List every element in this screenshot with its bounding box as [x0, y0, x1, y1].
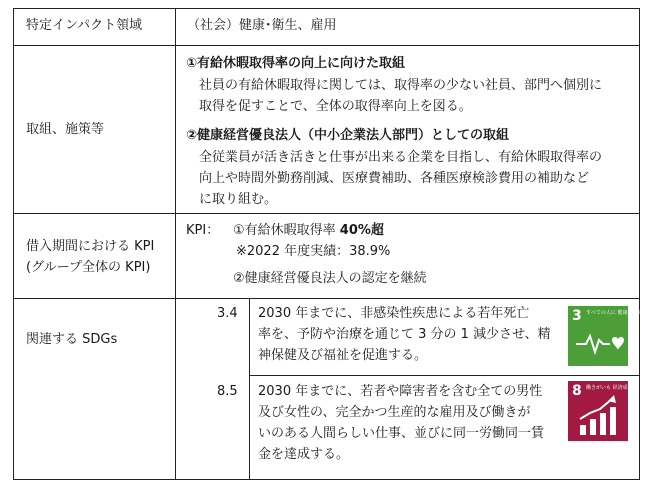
goal-text-line: 2030 年までに、若者や障害者を含む全ての男性	[258, 384, 543, 399]
kpi-item-1-label: ①有給休暇取得率	[233, 223, 336, 238]
goal-text-line: 2030 年までに、非感染性疾患による若年死亡	[258, 306, 530, 321]
goal-text-line: 金を達成する。	[258, 447, 350, 462]
kpi-item-1-target: 40%超	[339, 223, 384, 238]
sdg-8-number: 8	[572, 383, 582, 399]
sdg-impact-table	[13, 8, 648, 480]
sdg-3-caption: すべての人に 健康と福祉を	[586, 310, 648, 316]
goal-text-line: いのある人間らしい仕事、並びに同一労働同一賃	[258, 426, 545, 441]
sdgs-label: 関連する SDGs	[26, 332, 118, 347]
row-divider	[14, 213, 639, 214]
goal-number: 3.4	[217, 306, 238, 321]
kpi-item-1-note: ※2022 年度実績：38.9%	[236, 244, 391, 259]
sdg-8-caption: 働きがいも 経済成長も	[586, 385, 638, 391]
row-divider	[14, 45, 639, 46]
goal-divider	[250, 375, 640, 376]
initiative-2-body-line: に取り組む。	[199, 192, 278, 207]
impact-value: （社会）健康･衛生、雇用	[187, 18, 337, 33]
initiative-2-body-line: 全従業員が活き活きと仕事が出来る企業を目指し、有給休暇取得率の	[199, 150, 603, 165]
goal-text-line: 神保健及び福祉を促進する。	[258, 348, 428, 363]
initiative-1-title: ①有給休暇取得率の向上に向けた取組	[186, 56, 406, 71]
goal-text-line: 率を、予防や治療を通じて 3 分の 1 減少させ、精	[258, 327, 551, 342]
goal-number: 8.5	[217, 384, 238, 399]
kpi-item-1	[233, 220, 384, 241]
kpi-prefix: KPI：	[186, 223, 220, 238]
sdg-3-icon	[568, 306, 648, 366]
initiatives-label: 取組、施策等	[26, 122, 105, 137]
column-divider	[175, 9, 176, 479]
growth-chart-icon	[568, 381, 628, 441]
sdg-3-number: 3	[572, 308, 582, 324]
initiative-2-body-line: 向上や時間外勤務削減、医療費補助、各種医療検診費用の補助など	[199, 171, 590, 186]
initiative-2-title: ②健康経営優良法人（中小企業法人部門）としての取組	[186, 128, 510, 143]
heartbeat-icon	[568, 306, 628, 366]
kpi-item-2: ②健康経営優良法人の認定を継続	[233, 271, 427, 286]
kpi-label-sub: (グループ全体の KPI)	[26, 260, 151, 275]
impact-label: 特定インパクト領域	[26, 18, 143, 33]
goal-text-line: 及び女性の、完全かつ生産的な雇用及び働きが	[258, 405, 531, 420]
initiative-1-body-line: 社員の有給休暇取得に関しては、取得率の少ない社員、部門へ個別に	[199, 78, 603, 93]
sdg-8-icon	[568, 381, 638, 441]
initiative-1-body-line: 取得を促すことで、全体の取得率向上を図る。	[199, 99, 472, 114]
kpi-label: 借入期間における KPI	[26, 239, 155, 254]
